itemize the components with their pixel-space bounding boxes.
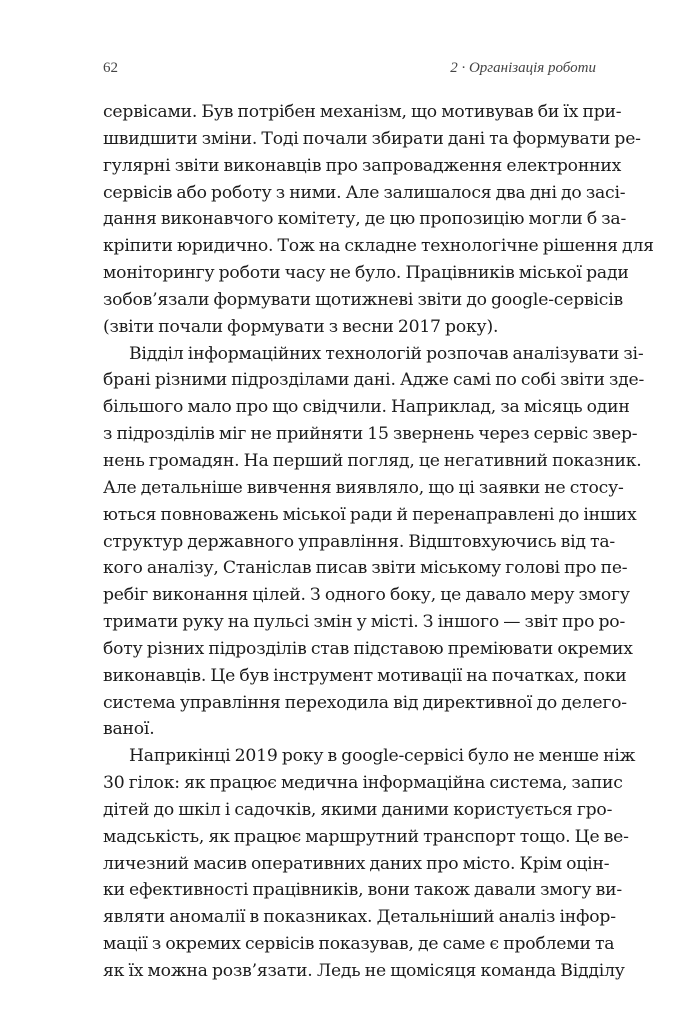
- text-line: мадськість, як працює маршрутний транспорт тощо. Це ве-: [103, 826, 629, 847]
- page-number: 62: [103, 60, 118, 76]
- text-line: боту різних підрозділів став підставою преміювати окремих: [103, 638, 633, 659]
- text-line: гулярні звіти виконавців про запровадження електронних: [103, 155, 622, 176]
- text-line: дання виконавчого комітету, де цю пропозицію могли б за-: [103, 209, 627, 230]
- text-line: кріпити юридично. Тож на складне технологічне рішення для: [103, 236, 654, 257]
- text-line: як їх можна розв’язати. Ледь не щомісяця команда Відділу: [103, 961, 625, 981]
- text-line: ваної.: [103, 719, 155, 740]
- text-line: Але детальніше вивчення виявляло, що ці заявки не стосу-: [103, 477, 624, 498]
- text-line: зобов’язали формувати щотижневі звіти до google-сервісів: [103, 289, 623, 310]
- text-line: ються повноважень міської ради й перенаправлені до інших: [103, 504, 637, 525]
- text-line: личезний масив оперативних даних про місто. Крім оцін-: [103, 853, 610, 874]
- text-line: являти аномалії в показниках. Детальніший аналіз інфор-: [103, 907, 616, 928]
- running-head: 2 · Організація роботи: [450, 60, 596, 76]
- text-line: система управління переходила від директивної до делего-: [103, 692, 627, 713]
- text-line: тримати руку на пульсі змін у місті. З іншого — звіт про ро-: [103, 612, 626, 633]
- text-line: мації з окремих сервісів показував, де саме є проблеми та: [103, 934, 615, 955]
- text-line: Відділ інформаційних технологій розпочав аналізувати зі-: [129, 343, 644, 364]
- text-line: нень громадян. На перший погляд, це негативний показник.: [103, 450, 642, 471]
- text-line: структур державного управління. Відштовхуючись від та-: [103, 531, 616, 552]
- text-line: ребіг виконання цілей. З одного боку, це давало меру змогу: [103, 585, 630, 606]
- text-line: Наприкінці 2019 року в google-сервісі було не менше ніж: [129, 746, 636, 767]
- text-line: більшого мало про що свідчили. Наприклад, за місяць один: [103, 397, 630, 418]
- body-text: [103, 99, 654, 985]
- text-line: з підрозділів міг не прийняти 15 звернень через сервіс звер-: [103, 424, 638, 445]
- text-line: (звіти почали формувати з весни 2017 року).: [103, 316, 499, 337]
- text-line: сервісів або роботу з ними. Але залишалося два дні до засі-: [103, 182, 626, 203]
- text-line: брані різними підрозділами дані. Адже самі по собі звіти зде-: [103, 370, 645, 391]
- text-line: моніторингу роботи часу не було. Працівників міської ради: [103, 263, 629, 284]
- text-line: кого аналізу, Станіслав писав звіти міському голові про пе-: [103, 558, 628, 579]
- page-header: [103, 60, 596, 82]
- text-line: дітей до шкіл і садочків, якими даними користується гро-: [103, 799, 613, 820]
- text-line: ки ефективності працівників, вони також давали змогу ви-: [103, 880, 622, 901]
- text-line: 30 гілок: як працює медична інформаційна система, запис: [103, 773, 623, 794]
- text-line: швидшити зміни. Тоді почали збирати дані та формувати ре-: [103, 128, 641, 149]
- text-line: виконавців. Це був інструмент мотивації на початках, поки: [103, 665, 627, 686]
- text-line: сервісами. Був потрібен механізм, що мотивував би їх при-: [103, 102, 622, 122]
